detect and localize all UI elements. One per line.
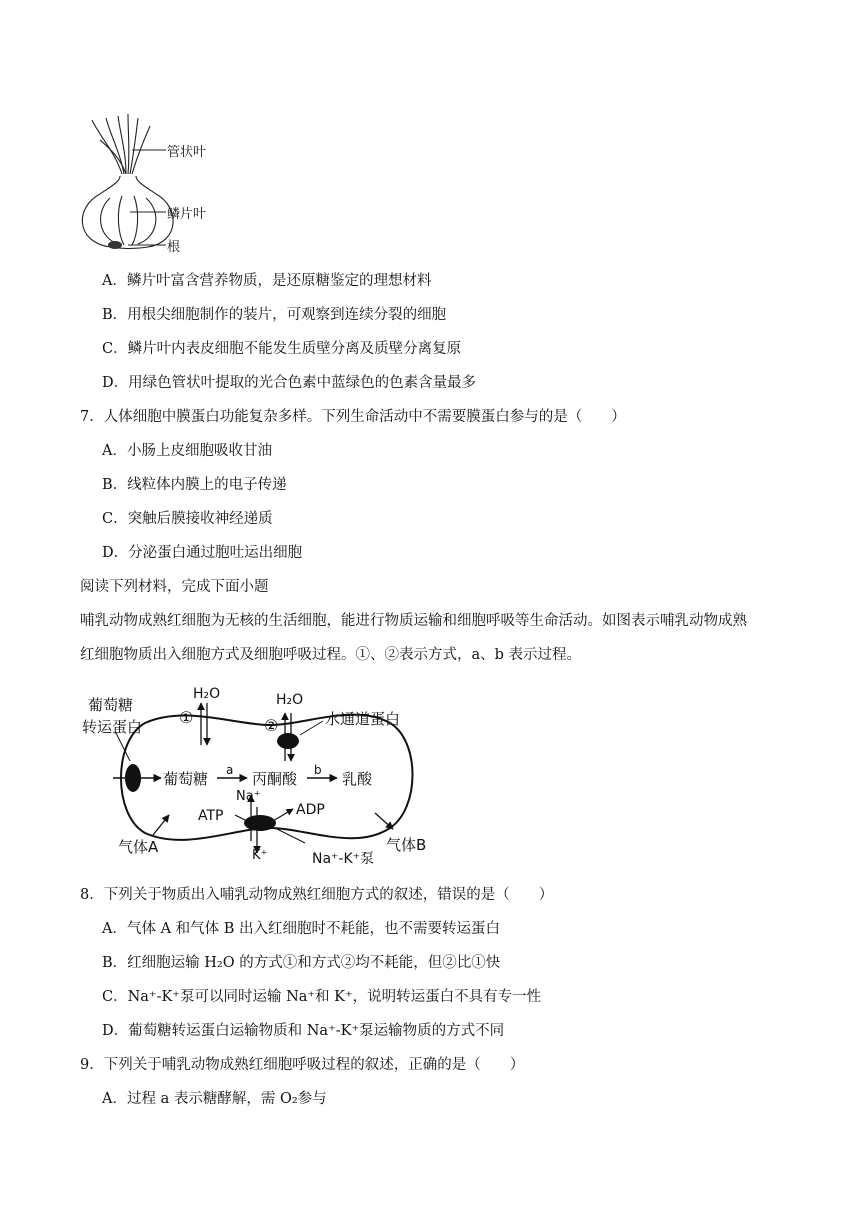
step-a-label: a [226, 763, 234, 777]
label-tubular-leaf: 管状叶 [167, 145, 207, 160]
q6-option-a: A．鳞片叶富含营养物质，是还原糖鉴定的理想材料 [102, 273, 432, 289]
aquaporin [277, 733, 299, 749]
label-root: 根 [167, 240, 181, 255]
q9-stem: 9．下列关于哺乳动物成熟红细胞呼吸过程的叙述，正确的是（ ） [80, 1057, 525, 1073]
q7-option-b: B．线粒体内膜上的电子传递 [102, 477, 287, 493]
aquaporin-label: 水通道蛋白 [325, 710, 401, 728]
q7-option-c: C．突触后膜接收神经递质 [102, 511, 273, 527]
q7-stem: 7．人体细胞中膜蛋白功能复杂多样。下列生命活动中不需要膜蛋白参与的是（ ） [80, 409, 626, 425]
q8-option-a: A．气体 A 和气体 B 出入红细胞时不耗能，也不需要转运蛋白 [102, 921, 501, 937]
glucose-label: 葡萄糖 [163, 770, 209, 788]
label-scale-leaf: 鳞片叶 [167, 207, 207, 222]
q6-option-c: C．鳞片叶内表皮细胞不能发生质壁分离及质壁分离复原 [102, 341, 462, 357]
onion-figure [70, 112, 240, 257]
glucose-transporter-label-line2: 转运蛋白 [82, 718, 143, 736]
glucose-transporter-label-line1: 葡萄糖 [88, 696, 134, 714]
scale-leaf-bulb [82, 194, 173, 249]
reading-paragraph-line1: 哺乳动物成熟红细胞为无核的生活细胞，能进行物质运输和细胞呼吸等生命活动。如图表示哺乳动物成熟 [80, 613, 747, 629]
q6-option-b: B．用根尖细胞制作的装片，可观察到连续分裂的细胞 [102, 307, 447, 323]
q9-option-a: A．过程 a 表示糖酵解，需 O₂参与 [102, 1091, 327, 1107]
q8-option-d: D．葡萄糖转运蛋白运输物质和 Na⁺-K⁺泵运输物质的方式不同 [102, 1023, 505, 1039]
na-inside-label: Na⁺ [236, 789, 261, 804]
k-outside-label: K⁺ [252, 848, 268, 863]
gas-b-label: 气体B [386, 836, 427, 854]
reading-paragraph-line2: 红细胞物质出入细胞方式及细胞呼吸过程。①、②表示方式，a、b 表示过程。 [80, 647, 582, 663]
circle-2-label: ② [264, 716, 279, 735]
q8-stem: 8．下列关于物质出入哺乳动物成熟红细胞方式的叙述，错误的是（ ） [80, 887, 554, 903]
circle-1-label: ① [179, 708, 194, 727]
h2o-label-2: H₂O [276, 692, 304, 708]
na-k-pump-label: Na⁺-K⁺泵 [312, 851, 375, 867]
step-b-label: b [314, 763, 322, 777]
gas-a-label: 气体A [118, 838, 159, 856]
q6-option-d: D．用绿色管状叶提取的光合色素中蓝绿色的色素含量最多 [102, 375, 477, 391]
pyruvate-label: 丙酮酸 [252, 770, 298, 788]
q8-option-b: B．红细胞运输 H₂O 的方式①和方式②均不耗能，但②比①快 [102, 955, 501, 971]
adp-label: ADP [296, 802, 325, 818]
reading-intro: 阅读下列材料，完成下面小题 [80, 579, 269, 595]
q7-option-d: D．分泌蛋白通过胞吐运出细胞 [102, 545, 303, 561]
root-mark [108, 241, 122, 249]
lactate-label: 乳酸 [342, 770, 373, 788]
q8-option-c: C．Na⁺-K⁺泵可以同时运输 Na⁺和 K⁺，说明转运蛋白不具有专一性 [102, 989, 542, 1005]
na-k-pump [244, 815, 276, 831]
q7-option-a: A．小肠上皮细胞吸收甘油 [102, 443, 272, 459]
h2o-label-1: H₂O [193, 686, 221, 702]
atp-label: ATP [198, 808, 224, 824]
